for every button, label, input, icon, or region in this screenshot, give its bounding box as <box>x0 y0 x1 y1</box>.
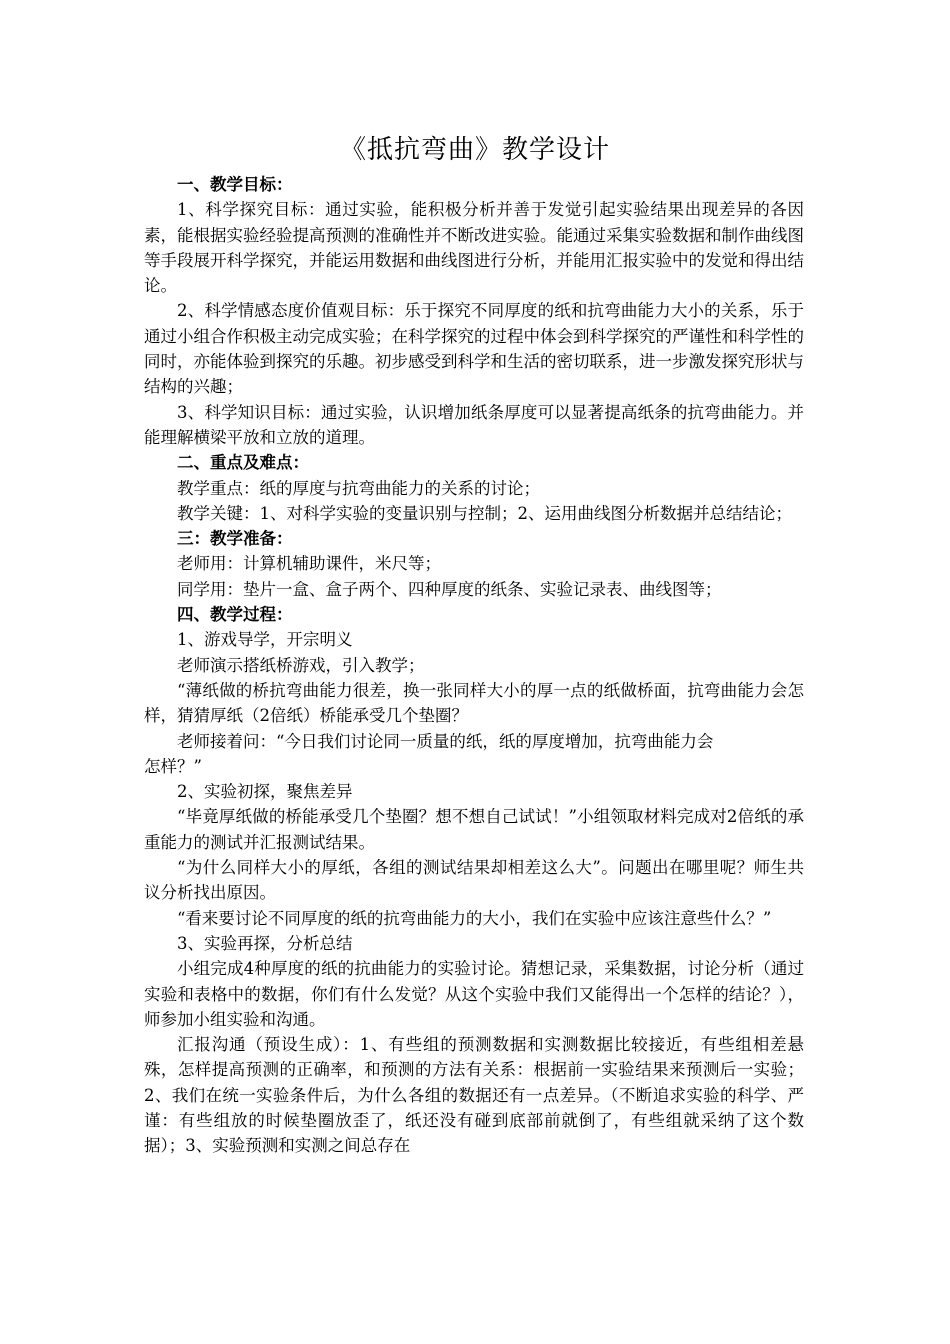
paragraph: 老师用：计算机辅助课件，米尺等； <box>177 554 441 574</box>
paragraph: 教学重点：纸的厚度与抗弯曲能力的关系的讨论； <box>177 478 540 498</box>
paragraph: 3、科学知识目标：通过实验，认识增加纸条厚度可以显著提高纸条的抗弯曲能力。并能理解横梁平放和立放的道理。 <box>144 402 804 447</box>
paragraph: 怎样？” <box>144 756 202 776</box>
paragraph: 教学关键：1、对科学实验的变量识别与控制；2、运用曲线图分析数据并总结结论； <box>177 503 792 523</box>
document-title: 《抵抗弯曲》教学设计 <box>339 135 610 165</box>
paragraph: “为什么同样大小的厚纸，各组的测试结果却相差这么大”。问题出在哪里呢？师生共议分析找出原因。 <box>144 858 804 903</box>
section-heading-objectives: 一、教学目标： <box>177 175 293 194</box>
paragraph: 老师接着问：“今日我们讨论同一质量的纸，纸的厚度增加，抗弯曲能力会 <box>177 731 714 751</box>
document-body <box>144 172 804 1159</box>
paragraph: 1、科学探究目标：通过实验，能积极分析并善于发觉引起实验结果出现差异的各因素，能根据实验经验提高预测的准确性并不断改进实验。能通过采集实验数据和制作曲线图等手段展开科学探究，并能运用数据和曲线图进行分析，并能用汇报实验中的发觉和得出结论。 <box>144 200 804 296</box>
section-heading-key-points: 二、重点及难点： <box>177 453 309 473</box>
paragraph: “看来要讨论不同厚度的纸的抗弯曲能力的大小，我们在实验中应该注意些什么？” <box>177 908 772 928</box>
paragraph: 2、科学情感态度价值观目标：乐于探究不同厚度的纸和抗弯曲能力大小的关系，乐于通过小组合作积极主动完成实验；在科学探究的过程中体会到科学探究的严谨性和科学性的同时，亦能体验到探究的乐趣。初步感受到科学和生活的密切联系，进一步激发探究形状与结构的兴趣； <box>144 301 804 397</box>
paragraph: “薄纸做的桥抗弯曲能力很差，换一张同样大小的厚一点的纸做桥面，抗弯曲能力会怎样，猜猜厚纸（2倍纸）桥能承受几个垫圈？ <box>144 680 804 726</box>
section-heading-preparation: 三：教学准备： <box>177 529 293 549</box>
section-heading-process: 四、教学过程： <box>177 605 293 625</box>
paragraph: 汇报沟通（预设生成）：1、有些组的预测数据和实测数据比较接近，有些组相差悬殊，怎样提高预测的正确率，和预测的方法有关系：根据前一实验结果来预测后一实验；2、我们在统一实验条件后，为什么各组的数据还有一点差异。（不断追求实验的科学、严谨：有些组放的时候垫圈放歪了，纸还没有碰到底部前就倒了，有些组就采纳了这个数据）；3、实验预测和实测之间总存在 <box>144 1035 804 1156</box>
paragraph: 2、实验初探，聚焦差异 <box>177 782 353 802</box>
paragraph: 小组完成4种厚度的纸的抗曲能力的实验讨论。猜想记录，采集数据，讨论分析（通过实验和表格中的数据，你们有什么发觉？从这个实验中我们又能得出一个怎样的结论？），师参加小组实验和沟通。 <box>144 959 804 1029</box>
paragraph: 1、游戏导学，开宗明义 <box>177 630 353 650</box>
paragraph: “毕竟厚纸做的桥能承受几个垫圈？想不想自己试试！”小组领取材料完成对2倍纸的承重能力的测试并汇报测试结果。 <box>144 807 804 852</box>
paragraph: 同学用：垫片一盒、盒子两个、四种厚度的纸条、实验记录表、曲线图等； <box>177 579 722 599</box>
paragraph: 3、实验再探，分析总结 <box>177 933 353 953</box>
paragraph: 老师演示搭纸桥游戏，引入教学； <box>177 655 425 675</box>
